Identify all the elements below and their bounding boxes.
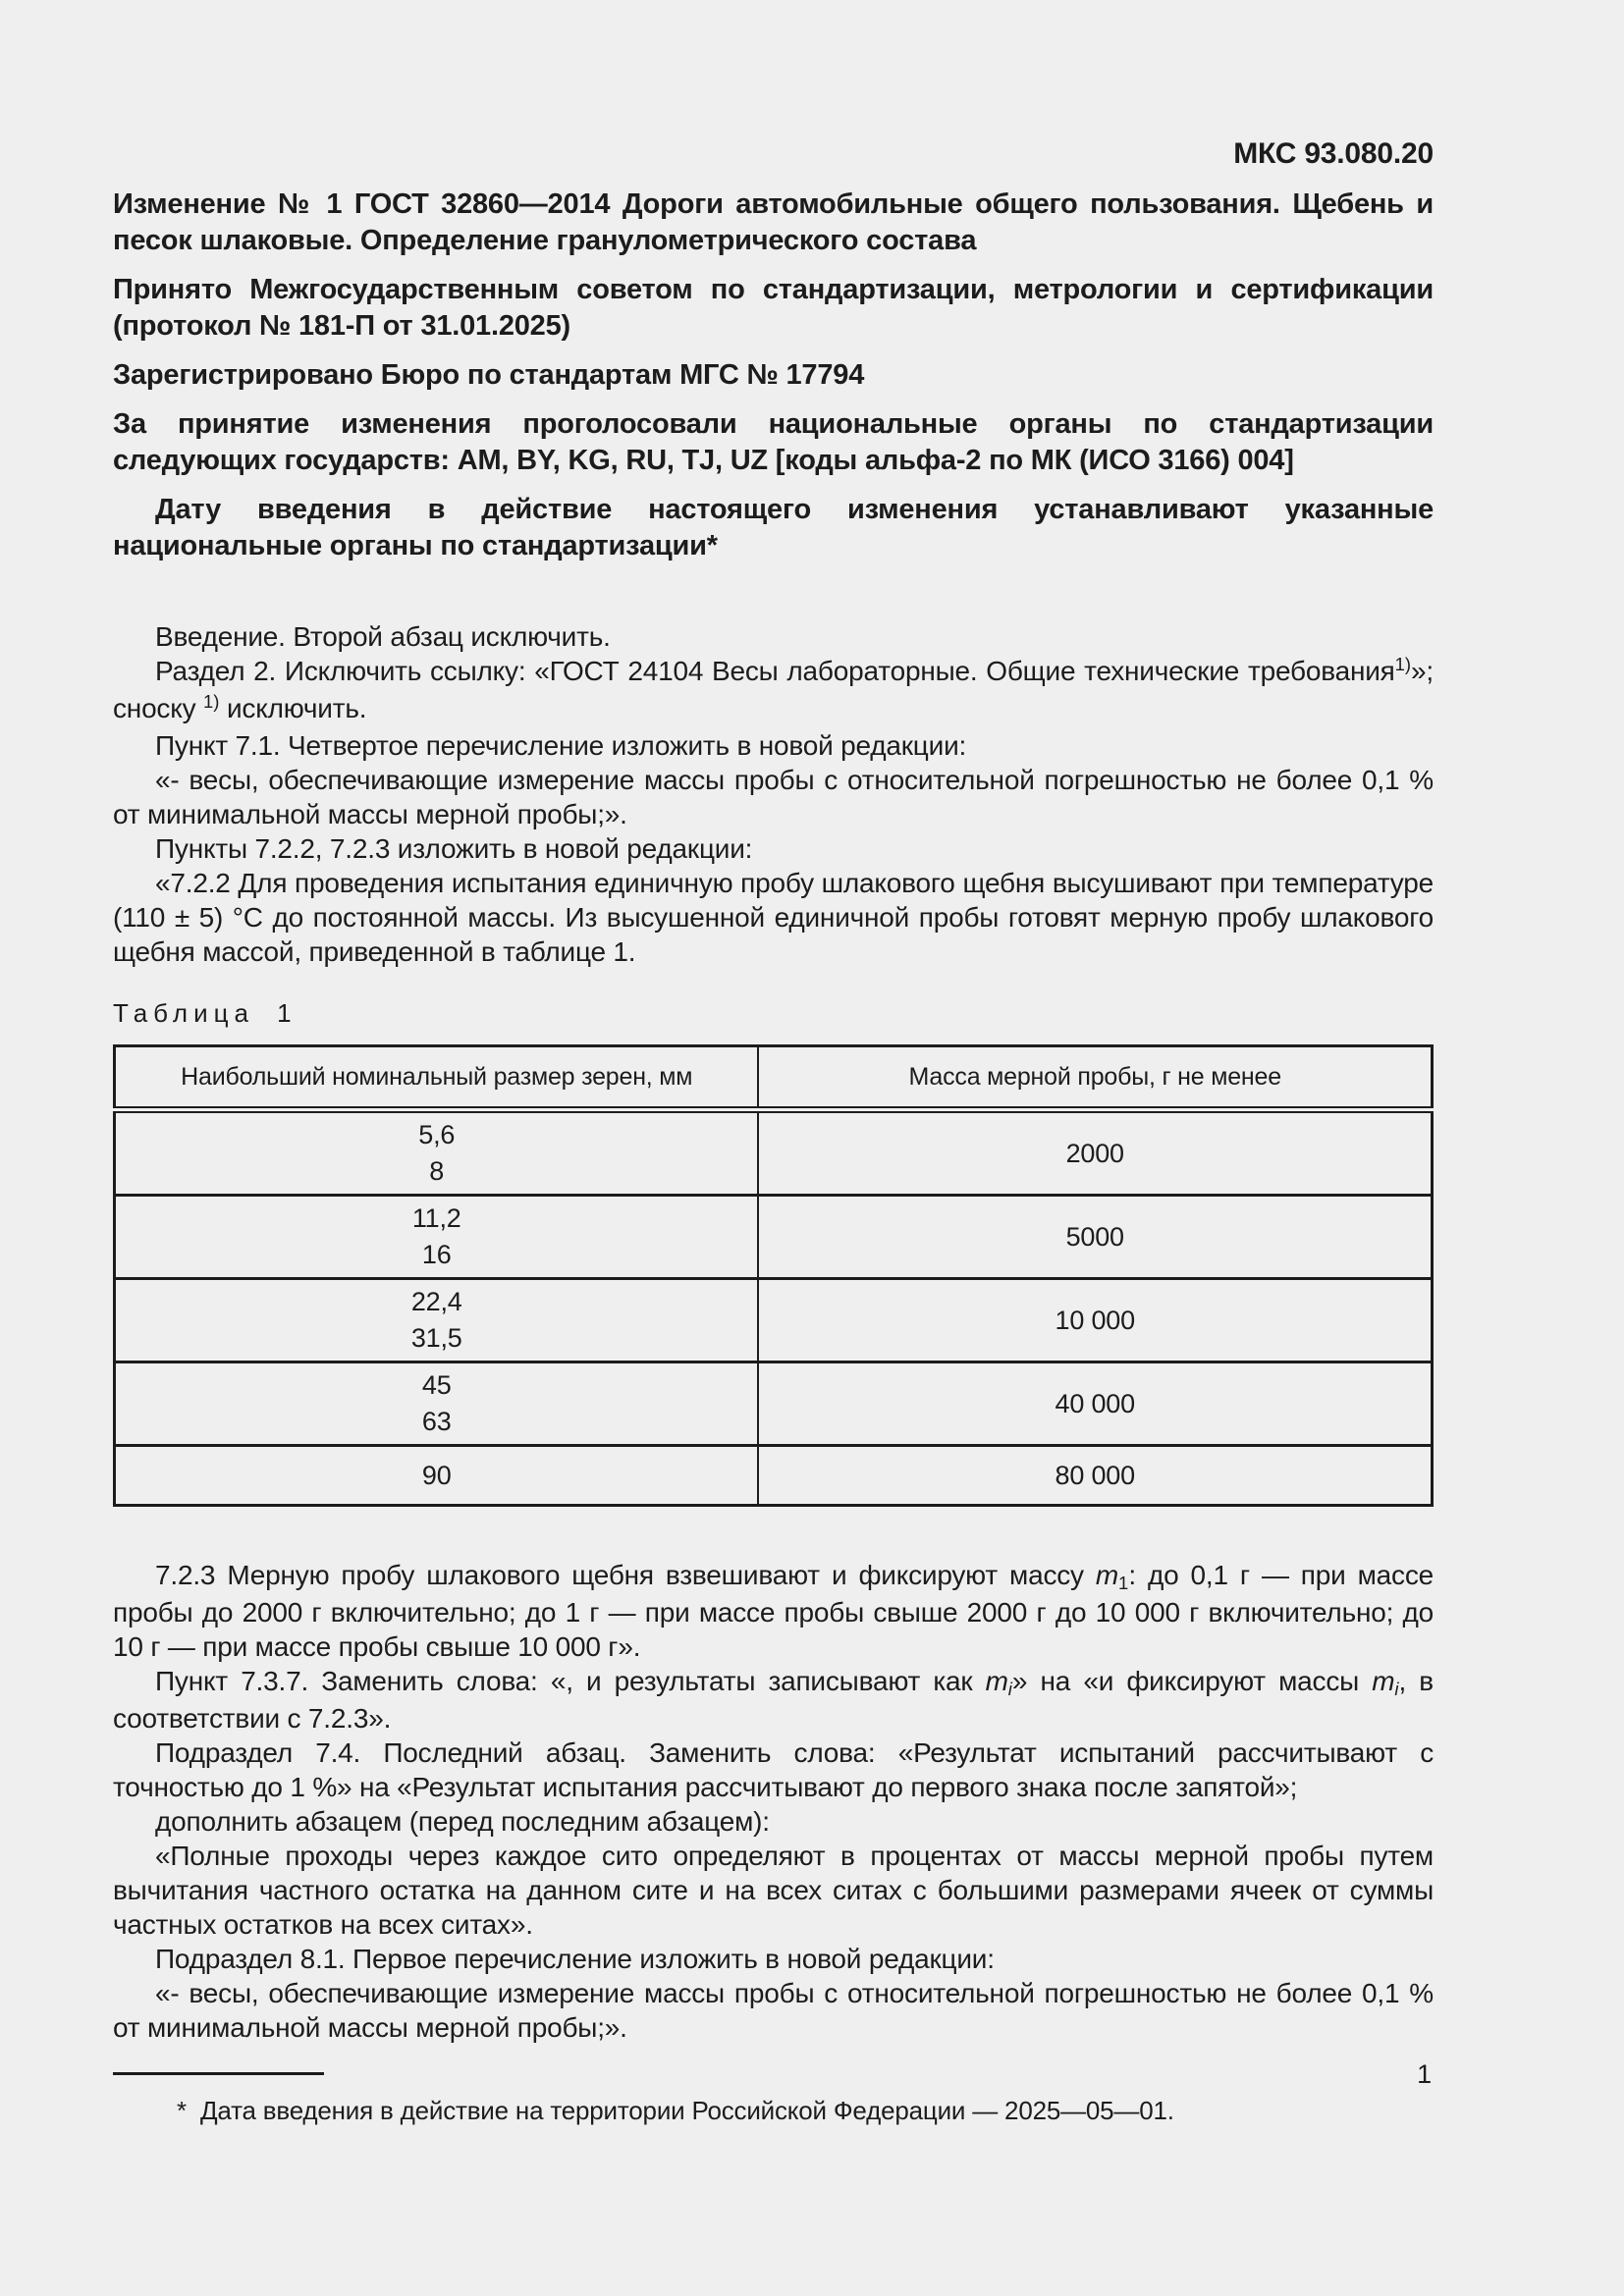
grain-size-value: 5,6 (418, 1120, 456, 1149)
table-row (115, 1446, 1433, 1506)
text-run: »; сноску (113, 656, 1434, 723)
measure-table (113, 1044, 1434, 1507)
sample-mass-value: 10 000 (1055, 1306, 1135, 1335)
header-paragraph-effective-date: Дату введения в действие настоящего изменения устанавливают указанные национальные органы по стандартизации* (113, 494, 1434, 561)
text-run: Пункт 7.1. Четвертое перечисление изложить в новой редакции: (155, 730, 967, 761)
grain-size-value: 11,2 (411, 1203, 461, 1233)
para-item-7-3-7 (113, 1664, 1434, 1735)
text-run: , в соответствии с 7.2.3». (113, 1666, 1434, 1734)
cell-sample-mass (758, 1362, 1432, 1446)
para-introduction (113, 619, 1434, 654)
grain-size-value: 63 (421, 1407, 452, 1436)
text-run: Введение. Второй абзац исключить. (155, 621, 611, 652)
grain-size-value: 45 (421, 1370, 452, 1400)
table-header-row (115, 1046, 1433, 1110)
para-full-passes (113, 1839, 1434, 1942)
text-run: i (1007, 1679, 1012, 1700)
cell-sample-mass (758, 1110, 1432, 1196)
header-paragraph-votes: За принятие изменения проголосовали национальные органы по стандартизации следующих государств: AM, BY, KG, RU, TJ, UZ [коды альфа-2 по МК (ИСО 3166) 004] (113, 408, 1434, 476)
sample-mass-value: 5000 (1065, 1222, 1124, 1252)
para-7-2-2 (113, 866, 1434, 969)
cell-grain-size (115, 1110, 759, 1196)
grain-size-value: 8 (429, 1156, 445, 1186)
cell-sample-mass (758, 1279, 1432, 1362)
text-run: 1) (1394, 653, 1412, 674)
sample-mass-value: 40 000 (1055, 1389, 1135, 1418)
document-body (113, 619, 1434, 2045)
text-run: i (1394, 1679, 1399, 1700)
text-run: «Полные проходы через каждое сито определяют в процентах от массы мерной пробы путем вычитания частного остатка на данном сите и на всех ситах с большими размерами ячеек от суммы частных остатков на всех ситах». (113, 1841, 1434, 1940)
para-scales-7-1 (113, 763, 1434, 831)
table-row (115, 1196, 1433, 1279)
para-subsection-8-1 (113, 1942, 1434, 1976)
para-7-2-3 (113, 1558, 1434, 1664)
col-header-grain-size: Наибольший номинальный размер зерен, мм (115, 1046, 759, 1110)
table-caption: Таблица 1 (113, 998, 298, 1028)
grain-size-value: 31,5 (410, 1323, 462, 1353)
cell-grain-size (115, 1196, 759, 1279)
sample-mass-value: 80 000 (1055, 1461, 1135, 1490)
header-paragraph-accepted: Принято Межгосударственным советом по стандартизации, метрологии и сертификации (протокол № 181-П от 31.01.2025) (113, 274, 1434, 342)
grain-size-value: 22,4 (410, 1287, 462, 1316)
text-run: : до 0,1 г — при массе пробы до 2000 г включительно; до 1 г — при массе пробы свыше 2000 г до 10 000 г включительно; до 10 г — при массе пробы свыше 10 000 г». (113, 1560, 1434, 1662)
cell-sample-mass (758, 1196, 1432, 1279)
para-item-7-1 (113, 728, 1434, 763)
doc-title: Изменение № 1 ГОСТ 32860—2014 Дороги автомобильные общего пользования. Щебень и песок шлаковые. Определение гранулометрического состава (113, 188, 1434, 256)
table-row (115, 1279, 1433, 1362)
text-run: дополнить абзацем (перед последним абзацем): (155, 1806, 770, 1837)
cell-grain-size (115, 1362, 759, 1446)
text-run: Раздел 2. Исключить ссылку: «ГОСТ 24104 Весы лабораторные. Общие технические требования (155, 656, 1395, 686)
footnote-text: * Дата введения в действие на территории Российской Федерации — 2025—05—01. (177, 2096, 1174, 2125)
text-run: «- весы, обеспечивающие измерение массы пробы с относительной погрешностью не более 0,1 % от минимальной массы мерной пробы;». (113, 765, 1434, 829)
cell-grain-size (115, 1279, 759, 1362)
para-subsection-7-4 (113, 1735, 1434, 1804)
text-run: » на «и фиксируют массы (1011, 1666, 1373, 1696)
header-paragraph-registered: Зарегистрировано Бюро по стандартам МГС № 17794 (113, 359, 865, 391)
page-number: 1 (1417, 2059, 1432, 2089)
text-run: Пункт 7.3.7. Заменить слова: «, и результаты записывают как (155, 1666, 986, 1696)
document-header (113, 187, 1434, 564)
text-run: исключить. (219, 693, 367, 723)
text-run: 1) (202, 690, 220, 712)
footnote-rule (113, 2072, 324, 2075)
grain-size-value: 90 (421, 1460, 452, 1490)
text-run: m (985, 1666, 1008, 1696)
text-run: Пункты 7.2.2, 7.2.3 изложить в новой редакции: (155, 833, 753, 864)
grain-size-value: 16 (421, 1240, 452, 1269)
text-run: «- весы, обеспечивающие измерение массы пробы с относительной погрешностью не более 0,1 % от минимальной массы мерной пробы;». (113, 1978, 1434, 2043)
text-run: «7.2.2 Для проведения испытания единичную пробу шлакового щебня высушивают при температуре (110 ± 5) °С до постоянной массы. Из высушенной единичной пробы готовят мерную пробу шлакового щебня массой, приведенной в таблице 1. (113, 868, 1434, 967)
footnote-block (113, 2072, 1434, 2126)
cell-grain-size (115, 1446, 759, 1506)
para-supplement (113, 1804, 1434, 1839)
table-row (115, 1110, 1433, 1196)
text-run: m (1372, 1666, 1395, 1696)
table-row (115, 1362, 1433, 1446)
text-run: 1 (1118, 1573, 1129, 1594)
para-items-7-2-2-7-2-3 (113, 831, 1434, 866)
para-section-2 (113, 654, 1434, 728)
text-run: m (1095, 1560, 1119, 1590)
col-header-sample-mass: Масса мерной пробы, г не менее (758, 1046, 1432, 1110)
text-run: 7.2.3 Мерную пробу шлакового щебня взвешивают и фиксируют массу (155, 1560, 1096, 1590)
mks-code: МКС 93.080.20 (1233, 137, 1434, 170)
text-run: Подраздел 7.4. Последний абзац. Заменить слова: «Результат испытаний рассчитывают с точностью до 1 %» на «Результат испытания рассчитывают до первого знака после запятой»; (113, 1737, 1434, 1802)
sample-mass-value: 2000 (1065, 1139, 1124, 1168)
para-scales-8-1 (113, 1976, 1434, 2045)
cell-sample-mass (758, 1446, 1432, 1506)
text-run: Подраздел 8.1. Первое перечисление изложить в новой редакции: (155, 1944, 995, 1974)
